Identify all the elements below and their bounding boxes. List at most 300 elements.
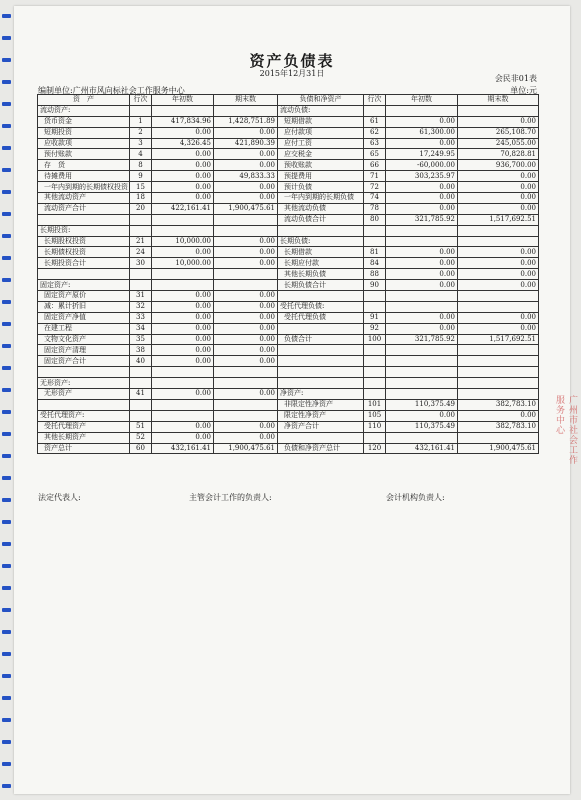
- table-cell: [38, 367, 130, 378]
- table-cell: 52: [130, 432, 152, 443]
- table-cell: 24: [130, 247, 152, 258]
- table-cell: 应收款项: [38, 138, 130, 149]
- table-cell: [458, 432, 539, 443]
- binding-hole: [2, 212, 11, 216]
- table-row: [38, 203, 539, 214]
- table-cell: 0.00: [458, 203, 539, 214]
- table-cell: 净资产合计: [278, 421, 364, 432]
- table-cell: 8: [130, 160, 152, 171]
- binding-hole: [2, 410, 11, 414]
- table-cell: 62: [364, 127, 386, 138]
- form-code: 会民非01表: [494, 74, 537, 83]
- binding-hole: [2, 476, 11, 480]
- table-cell: 0.00: [458, 182, 539, 193]
- table-cell: 0.00: [386, 247, 458, 258]
- table-row: [38, 214, 539, 225]
- table-cell: [152, 378, 214, 389]
- binding-hole: [2, 498, 11, 502]
- organization-label: 编制单位:广州市风向标社会工作服务中心: [38, 86, 185, 95]
- table-cell: [386, 432, 458, 443]
- table-cell: [364, 367, 386, 378]
- binding-hole: [2, 608, 11, 612]
- col-header: 行次: [364, 95, 386, 106]
- table-cell: 40: [130, 356, 152, 367]
- table-cell: 1,428,751.89: [214, 116, 278, 127]
- table-cell: 78: [364, 203, 386, 214]
- binding-hole: [2, 454, 11, 458]
- table-cell: 35: [130, 334, 152, 345]
- red-seal-stamp: 广州市社会工作服务中心: [554, 395, 577, 465]
- table-cell: 0.00: [152, 323, 214, 334]
- table-cell: 0.00: [152, 182, 214, 193]
- table-body: [38, 105, 539, 454]
- table-cell: 72: [364, 182, 386, 193]
- table-cell: 0.00: [152, 160, 214, 171]
- table-cell: 303,235.97: [386, 171, 458, 182]
- table-cell: 固定资产原价: [38, 291, 130, 302]
- table-cell: 30: [130, 258, 152, 269]
- table-cell: 负债合计: [278, 334, 364, 345]
- table-cell: 110,375.49: [386, 421, 458, 432]
- table-cell: 固定资产清理: [38, 345, 130, 356]
- table-row: [38, 247, 539, 258]
- binding-hole: [2, 80, 11, 84]
- binding-hole: [2, 256, 11, 260]
- currency-unit: 单位:元: [510, 86, 537, 95]
- table-cell: [278, 378, 364, 389]
- table-cell: 0.00: [152, 389, 214, 400]
- table-row: [38, 193, 539, 204]
- table-cell: 预提费用: [278, 171, 364, 182]
- table-cell: 101: [364, 399, 386, 410]
- table-cell: 0.00: [214, 182, 278, 193]
- binding-hole: [2, 278, 11, 282]
- table-row: [38, 138, 539, 149]
- table-cell: [38, 269, 130, 280]
- binding-hole: [2, 696, 11, 700]
- table-cell: [458, 301, 539, 312]
- table-cell: 无形资产:: [38, 378, 130, 389]
- table-cell: 0.00: [214, 127, 278, 138]
- table-row: [38, 410, 539, 421]
- table-cell: 88: [364, 269, 386, 280]
- table-cell: 限定性净资产: [278, 410, 364, 421]
- table-cell: [386, 225, 458, 236]
- binding-hole: [2, 432, 11, 436]
- binding-hole: [2, 344, 11, 348]
- table-cell: 51: [130, 421, 152, 432]
- table-cell: 0.00: [152, 432, 214, 443]
- table-cell: 0.00: [214, 345, 278, 356]
- binding-hole: [2, 322, 11, 326]
- table-row: [38, 236, 539, 247]
- table-cell: [364, 291, 386, 302]
- table-cell: 0.00: [152, 356, 214, 367]
- table-cell: 1,517,692.51: [458, 334, 539, 345]
- table-cell: 71: [364, 171, 386, 182]
- binding-hole: [2, 564, 11, 568]
- table-cell: 61,300.00: [386, 127, 458, 138]
- table-cell: [130, 410, 152, 421]
- table-cell: [278, 367, 364, 378]
- table-cell: [152, 214, 214, 225]
- binding-hole: [2, 58, 11, 62]
- table-cell: 0.00: [458, 269, 539, 280]
- table-row: [38, 105, 539, 116]
- table-cell: 固定资产合计: [38, 356, 130, 367]
- table-cell: 65: [364, 149, 386, 160]
- binding-hole: [2, 740, 11, 744]
- table-row: [38, 345, 539, 356]
- binding-hole: [2, 542, 11, 546]
- table-cell: 0.00: [386, 312, 458, 323]
- table-cell: 20: [130, 203, 152, 214]
- page-title: 资产负债表: [249, 52, 335, 70]
- table-cell: 流动资产合计: [38, 203, 130, 214]
- table-row: [38, 269, 539, 280]
- table-cell: 预收账款: [278, 160, 364, 171]
- table-cell: 265,108.70: [458, 127, 539, 138]
- table-cell: 0.00: [214, 247, 278, 258]
- table-cell: [130, 399, 152, 410]
- table-cell: 0.00: [214, 421, 278, 432]
- table-cell: 一年内到期的长期债权投资: [38, 182, 130, 193]
- table-cell: [364, 105, 386, 116]
- table-row: [38, 280, 539, 291]
- table-row: [38, 323, 539, 334]
- table-cell: 流动负债合计: [278, 214, 364, 225]
- table-cell: 流动资产:: [38, 105, 130, 116]
- table-cell: 34: [130, 323, 152, 334]
- table-cell: 0.00: [458, 280, 539, 291]
- table-cell: 321,785.92: [386, 214, 458, 225]
- table-row: [38, 432, 539, 443]
- table-cell: 0.00: [458, 323, 539, 334]
- binding-hole: [2, 124, 11, 128]
- table-cell: 3: [130, 138, 152, 149]
- table-cell: [152, 410, 214, 421]
- table-cell: 应付工资: [278, 138, 364, 149]
- table-cell: 0.00: [152, 345, 214, 356]
- table-cell: 0.00: [152, 301, 214, 312]
- table-cell: [214, 214, 278, 225]
- table-cell: 0.00: [214, 301, 278, 312]
- binding-hole: [2, 630, 11, 634]
- table-cell: [386, 345, 458, 356]
- table-row: [38, 225, 539, 236]
- table-cell: [130, 214, 152, 225]
- table-cell: 预计负债: [278, 182, 364, 193]
- table-cell: 1: [130, 116, 152, 127]
- document-page: [14, 6, 570, 794]
- table-cell: 存 货: [38, 160, 130, 171]
- table-cell: [278, 432, 364, 443]
- table-row: [38, 389, 539, 400]
- table-cell: [130, 269, 152, 280]
- table-cell: 60: [130, 443, 152, 454]
- table-cell: [214, 225, 278, 236]
- table-cell: [458, 345, 539, 356]
- table-cell: 74: [364, 193, 386, 204]
- table-cell: [130, 378, 152, 389]
- table-cell: 0.00: [386, 193, 458, 204]
- table-cell: [386, 105, 458, 116]
- table-cell: 0.00: [386, 182, 458, 193]
- binding-hole: [2, 366, 11, 370]
- binding-hole: [2, 718, 11, 722]
- table-cell: -60,000.00: [386, 160, 458, 171]
- table-cell: [278, 291, 364, 302]
- table-cell: 无形资产: [38, 389, 130, 400]
- table-cell: 固定资产净值: [38, 312, 130, 323]
- table-cell: 0.00: [386, 138, 458, 149]
- table-cell: [214, 378, 278, 389]
- table-cell: 105: [364, 410, 386, 421]
- table-header-row: [38, 95, 539, 106]
- table-cell: [278, 225, 364, 236]
- table-cell: 0.00: [386, 280, 458, 291]
- table-cell: 63: [364, 138, 386, 149]
- table-cell: 0.00: [214, 160, 278, 171]
- table-cell: [152, 105, 214, 116]
- table-cell: [364, 432, 386, 443]
- table-row: [38, 399, 539, 410]
- table-cell: 90: [364, 280, 386, 291]
- table-cell: 17,249.95: [386, 149, 458, 160]
- table-cell: 81: [364, 247, 386, 258]
- table-cell: [214, 280, 278, 291]
- binding-hole: [2, 652, 11, 656]
- table-cell: 32: [130, 301, 152, 312]
- col-header: 年初数: [152, 95, 214, 106]
- table-cell: [364, 225, 386, 236]
- col-header: 年初数: [386, 95, 458, 106]
- table-cell: 0.00: [214, 149, 278, 160]
- table-cell: [38, 399, 130, 410]
- table-cell: 245,055.00: [458, 138, 539, 149]
- table-cell: [364, 356, 386, 367]
- table-cell: [386, 236, 458, 247]
- table-cell: 0.00: [152, 193, 214, 204]
- table-row: [38, 378, 539, 389]
- table-cell: 受托代理资产: [38, 421, 130, 432]
- table-cell: 长期投资合计: [38, 258, 130, 269]
- table-cell: [278, 356, 364, 367]
- table-cell: 9: [130, 171, 152, 182]
- table-cell: 0.00: [214, 432, 278, 443]
- table-row: [38, 356, 539, 367]
- table-cell: 936,700.00: [458, 160, 539, 171]
- table-cell: 其他长期负债: [278, 269, 364, 280]
- table-cell: 4: [130, 149, 152, 160]
- col-header: 负债和净资产: [278, 95, 364, 106]
- table-cell: [152, 399, 214, 410]
- table-cell: 0.00: [458, 171, 539, 182]
- table-cell: [364, 236, 386, 247]
- table-cell: 41: [130, 389, 152, 400]
- table-cell: 0.00: [386, 410, 458, 421]
- table-cell: 流动负债:: [278, 105, 364, 116]
- table-cell: 短期借款: [278, 116, 364, 127]
- table-cell: [458, 378, 539, 389]
- table-cell: 0.00: [458, 116, 539, 127]
- table-cell: 0.00: [458, 258, 539, 269]
- table-cell: [152, 280, 214, 291]
- table-cell: 长期股权投资: [38, 236, 130, 247]
- table-row: [38, 443, 539, 454]
- binding-hole: [2, 102, 11, 106]
- table-cell: 其他流动资产: [38, 193, 130, 204]
- table-cell: 84: [364, 258, 386, 269]
- table-cell: 其他长期资产: [38, 432, 130, 443]
- binding-hole: [2, 520, 11, 524]
- table-cell: 长期借款: [278, 247, 364, 258]
- table-cell: 0.00: [214, 312, 278, 323]
- table-row: [38, 258, 539, 269]
- table-cell: [214, 399, 278, 410]
- table-cell: 短期投资: [38, 127, 130, 138]
- table-cell: 417,834.96: [152, 116, 214, 127]
- table-cell: [458, 105, 539, 116]
- table-row: [38, 301, 539, 312]
- table-cell: 432,161.41: [152, 443, 214, 454]
- table-cell: [386, 291, 458, 302]
- table-cell: 减：累计折旧: [38, 301, 130, 312]
- table-cell: 0.00: [386, 116, 458, 127]
- table-cell: 0.00: [152, 171, 214, 182]
- table-cell: 0.00: [152, 291, 214, 302]
- table-cell: 长期负债:: [278, 236, 364, 247]
- balance-sheet-table: [37, 94, 539, 454]
- table-cell: 0.00: [458, 410, 539, 421]
- table-cell: 在建工程: [38, 323, 130, 334]
- table-cell: 0.00: [214, 236, 278, 247]
- table-cell: 0.00: [152, 312, 214, 323]
- table-row: [38, 127, 539, 138]
- table-cell: 382,783.10: [458, 399, 539, 410]
- binding-hole: [2, 674, 11, 678]
- table-cell: 1,900,475.61: [458, 443, 539, 454]
- table-cell: 4,326.45: [152, 138, 214, 149]
- binding-hole: [2, 762, 11, 766]
- table-cell: 92: [364, 323, 386, 334]
- table-cell: [130, 280, 152, 291]
- table-cell: 1,517,692.51: [458, 214, 539, 225]
- binding-hole: [2, 586, 11, 590]
- table-cell: 382,783.10: [458, 421, 539, 432]
- table-cell: 21: [130, 236, 152, 247]
- table-cell: 0.00: [214, 356, 278, 367]
- table-cell: 应付款项: [278, 127, 364, 138]
- table-cell: 0.00: [152, 247, 214, 258]
- report-date: 2015年12月31日: [259, 69, 325, 78]
- table-cell: 0.00: [152, 421, 214, 432]
- table-cell: 0.00: [214, 258, 278, 269]
- table-cell: [364, 378, 386, 389]
- table-cell: 61: [364, 116, 386, 127]
- table-cell: 422,161.41: [152, 203, 214, 214]
- table-cell: [458, 356, 539, 367]
- table-cell: 0.00: [152, 334, 214, 345]
- table-cell: [386, 378, 458, 389]
- table-cell: 10,000.00: [152, 236, 214, 247]
- legal-rep-label: 法定代表人:: [38, 493, 81, 502]
- table-cell: 421,890.39: [214, 138, 278, 149]
- table-cell: 0.00: [386, 269, 458, 280]
- table-cell: 受托代理负债:: [278, 301, 364, 312]
- table-cell: 321,785.92: [386, 334, 458, 345]
- table-cell: 文物文化资产: [38, 334, 130, 345]
- table-cell: [214, 410, 278, 421]
- table-cell: [364, 301, 386, 312]
- binding-hole: [2, 190, 11, 194]
- table-cell: 31: [130, 291, 152, 302]
- table-cell: 其他流动负债: [278, 203, 364, 214]
- table-cell: 49,833.33: [214, 171, 278, 182]
- table-cell: 一年内到期的长期负债: [278, 193, 364, 204]
- table-cell: 110,375.49: [386, 399, 458, 410]
- table-cell: 资产总计: [38, 443, 130, 454]
- table-cell: 0.00: [458, 247, 539, 258]
- table-cell: 432,161.41: [386, 443, 458, 454]
- table-cell: 非限定性净资产: [278, 399, 364, 410]
- acct-manager-label: 主管会计工作的负责人:: [189, 493, 272, 502]
- binding-hole: [2, 784, 11, 788]
- table-row: [38, 149, 539, 160]
- col-header: 期末数: [214, 95, 278, 106]
- table-cell: 2: [130, 127, 152, 138]
- table-cell: [458, 291, 539, 302]
- table-cell: 66: [364, 160, 386, 171]
- table-row: [38, 312, 539, 323]
- table-cell: [364, 345, 386, 356]
- table-cell: 净资产:: [278, 389, 364, 400]
- table-row: [38, 367, 539, 378]
- table-cell: 10,000.00: [152, 258, 214, 269]
- table-cell: [130, 225, 152, 236]
- table-cell: [386, 356, 458, 367]
- table-cell: [386, 367, 458, 378]
- table-cell: [130, 105, 152, 116]
- table-cell: 0.00: [214, 323, 278, 334]
- table-cell: 0.00: [386, 258, 458, 269]
- table-cell: 预付账款: [38, 149, 130, 160]
- table-cell: 负债和净资产总计: [278, 443, 364, 454]
- table-cell: 38: [130, 345, 152, 356]
- binding-hole: [2, 146, 11, 150]
- table-cell: [130, 367, 152, 378]
- table-cell: 0.00: [214, 291, 278, 302]
- binding-hole: [2, 168, 11, 172]
- table-cell: 0.00: [214, 334, 278, 345]
- table-cell: [278, 323, 364, 334]
- table-row: [38, 182, 539, 193]
- table-row: [38, 291, 539, 302]
- table-cell: [458, 236, 539, 247]
- table-cell: 33: [130, 312, 152, 323]
- table-cell: 18: [130, 193, 152, 204]
- table-cell: 70,828.81: [458, 149, 539, 160]
- table-cell: 0.00: [152, 149, 214, 160]
- table-cell: 110: [364, 421, 386, 432]
- table-cell: 长期应付款: [278, 258, 364, 269]
- table-cell: 0.00: [152, 127, 214, 138]
- table-cell: 120: [364, 443, 386, 454]
- table-cell: [214, 269, 278, 280]
- table-cell: 0.00: [458, 193, 539, 204]
- table-cell: [458, 367, 539, 378]
- table-cell: [152, 367, 214, 378]
